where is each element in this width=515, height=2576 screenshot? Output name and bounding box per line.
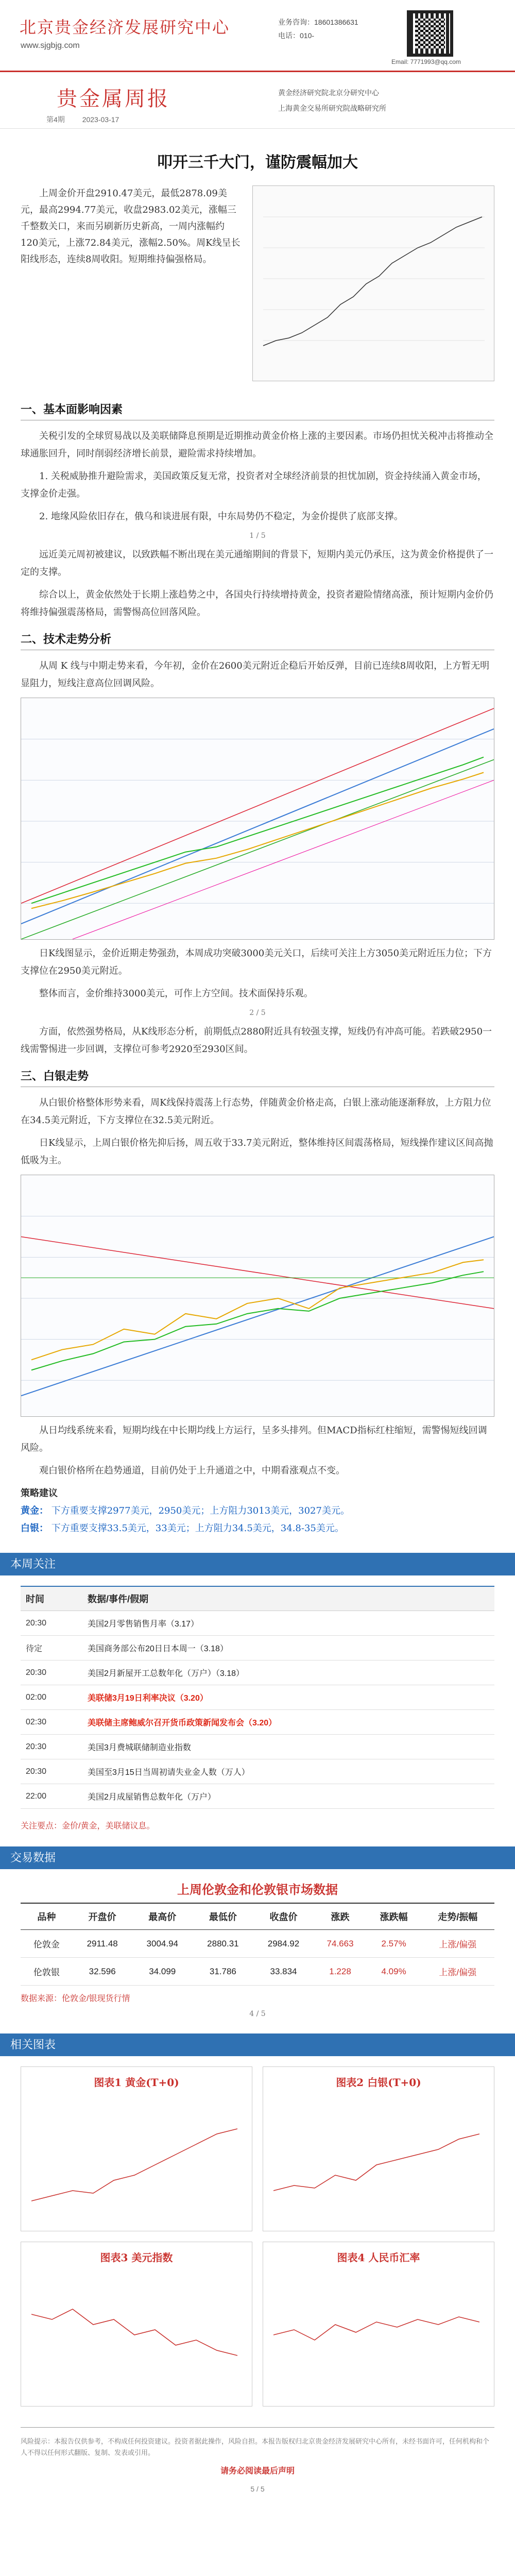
- intro-text: 上周金价开盘2910.47美元，最低2878.09美元，最高2994.77美元，收盘2983.02美元，涨幅三千整数关口，来而另刷新历史新高，一周内涨幅约120美元，上涨72.84美元，涨幅2.50%。周K线呈长阳线形态，连续8周收阳。短期维持偏强格局。: [21, 188, 241, 265]
- org-line: 上海黄金交易所研究院战略研究所: [278, 105, 386, 113]
- chart-card-title: 图表3 美元指数: [100, 2251, 173, 2264]
- report-title: 贵金属周报: [57, 87, 170, 111]
- strategy-silver-text: 下方重要支撑33.5美元，33美元；上方阻力34.5美元，34.8-35美元。: [51, 1523, 344, 1534]
- contact-line: 电话：010-: [278, 31, 315, 40]
- market-col: 涨跌: [314, 1903, 366, 1930]
- page-number: 5 / 5: [250, 2485, 265, 2493]
- chart-card-plot: [273, 2098, 479, 2222]
- market-col: 品种: [21, 1903, 73, 1930]
- paragraph: 日K线图显示，金价近期走势强劲，本周成功突破3000美元关口，后续可关注上方3050美元附近压力位；下方支撑位在2950美元附近。: [21, 948, 492, 976]
- intro-block: [21, 185, 494, 392]
- market-cell: 32.596: [73, 1958, 132, 1986]
- chart-card-plot: [31, 2273, 237, 2397]
- chart-card-title: 图表2 白银(T+0): [336, 2076, 421, 2089]
- event-name: 美国3月费城联储制造业指数: [82, 1735, 494, 1759]
- headline: 叩开三千大门，谨防震幅加大: [157, 154, 358, 172]
- chart-card: [263, 2066, 494, 2231]
- market-cell: 74.663: [314, 1930, 366, 1958]
- table-row: [21, 1759, 494, 1784]
- week-events-table: [21, 1586, 494, 1809]
- page-number: 4 / 5: [249, 2010, 266, 2018]
- charts-header: 相关图表: [0, 2033, 515, 2056]
- event-name: 美国商务部公布20日日本周一（3.18）: [82, 1636, 494, 1660]
- chart-card-line: [273, 2317, 479, 2340]
- event-time: 02:00: [21, 1685, 82, 1710]
- paragraph: 观白银价格所在趋势通道，目前仍处于上升通道之中，中期看涨观点不变。: [39, 1465, 345, 1476]
- event-time: 02:30: [21, 1710, 82, 1735]
- market-col: 开盘价: [73, 1903, 132, 1930]
- market-cell: 上涨/偏强: [421, 1958, 494, 1986]
- charts-grid: [21, 2066, 494, 2406]
- event-time: 20:30: [21, 1759, 82, 1784]
- paragraph: 从周 K 线与中期走势来看，今年初，金价在2600美元附近企稳后开始反弹，目前已连续8周收阳，上方暂无明显阻力，短线注意高位回调风险。: [21, 660, 490, 689]
- org-line: 黄金经济研究院北京分研究中心: [278, 89, 379, 97]
- chart-card-plot: [31, 2098, 237, 2222]
- chart-card: [263, 2242, 494, 2406]
- report-meta: [46, 114, 134, 125]
- strategy-gold: [21, 1502, 494, 1520]
- paragraph: 方面，依然强势格局，从K线形态分析，前期低点2880附近具有较强支撑，短线仍有冲高可能。若跌破2950一线需警惕进一步回调，支撑位可参考2920至2930区间。: [21, 1026, 492, 1055]
- market-cell: 2880.31: [193, 1930, 253, 1958]
- table-row: [21, 1660, 494, 1685]
- footer: [21, 2427, 494, 2495]
- table-row: [21, 1784, 494, 1809]
- event-name: 美联储3月19日利率决议（3.20）: [82, 1685, 494, 1710]
- market-col: 走势/振幅: [421, 1903, 494, 1930]
- market-title: 上周伦敦金和伦敦银市场数据: [177, 1882, 338, 1897]
- table-row: [21, 1735, 494, 1759]
- market-header: 交易数据: [0, 1846, 515, 1869]
- paragraph: 关税引发的全球贸易战以及美联储降息预期是近期推动黄金价格上涨的主要因素。市场仍担忧关税冲击将推动全球通胀回升，同时削弱经济增长前景，避险需求持续增加。: [21, 431, 493, 459]
- event-name: 美国2月成屋销售总数年化（万户）: [82, 1784, 494, 1809]
- brand-name: 北京贵金经济发展研究中心: [20, 18, 230, 37]
- contact-email[interactable]: Email: 7771993@qq.com: [391, 58, 461, 65]
- disclaimer: 风险提示：本报告仅供参考，不构成任何投资建议。投资者据此操作，风险自担。本报告版权归北京贵金经济发展研究中心所有，未经书面许可，任何机构和个人不得以任何形式翻版、复制、发表或引用。: [21, 2437, 490, 2456]
- event-time: 20:30: [21, 1611, 82, 1636]
- market-cell: 伦敦金: [21, 1930, 73, 1958]
- col-time: 时间: [21, 1586, 82, 1611]
- table-row: [21, 1958, 494, 1986]
- section-title: 二、技术走势分析: [21, 631, 494, 650]
- chart-card-title: 图表1 黄金(T+0): [94, 2076, 179, 2089]
- market-col: 涨跌幅: [367, 1903, 421, 1930]
- event-time: 22:00: [21, 1784, 82, 1809]
- section-title: 一、基本面影响因素: [21, 401, 494, 420]
- chart-card-line: [273, 2134, 479, 2191]
- market-note: 数据来源：伦敦金/银现货行情: [21, 1994, 130, 2003]
- contact-info: [278, 15, 358, 42]
- week-events-header: 本周关注: [0, 1553, 515, 1575]
- event-name: 美国至3月15日当周初请失业金人数（万人）: [82, 1759, 494, 1784]
- table-row: [21, 1685, 494, 1710]
- paragraph: 2. 地缘风险依旧存在，俄乌和谈进展有限，中东局势仍不稳定，为金价提供了底部支撑。: [39, 511, 403, 522]
- market-cell: 1.228: [314, 1958, 366, 1986]
- paragraph: 从日均线系统来看，短期均线在中长期均线上方运行，呈多头排列。但MACD指标红柱缩短，需警惕短线回调风险。: [21, 1425, 487, 1453]
- report-issue: 第4期: [46, 115, 65, 124]
- col-event: 数据/事件/假期: [82, 1586, 494, 1611]
- chart-card-line: [31, 2309, 237, 2355]
- market-col: 最高价: [132, 1903, 193, 1930]
- paragraph: 远近美元周初被建议，以致跌幅不断出现在美元通缩期间的背景下，短期内美元仍承压，这为黄金价格提供了一定的支撑。: [21, 549, 493, 578]
- market-cell: 4.09%: [367, 1958, 421, 1986]
- strategy-block: [21, 1485, 494, 1537]
- table-row: [21, 1930, 494, 1958]
- table-row: [21, 1710, 494, 1735]
- market-cell: 上涨/偏强: [421, 1930, 494, 1958]
- event-name: 美国2月新屋开工总数年化（万户）（3.18）: [82, 1660, 494, 1685]
- page-number: 2 / 5: [249, 1009, 266, 1017]
- market-col: 最低价: [193, 1903, 253, 1930]
- chart-card-plot: [273, 2273, 479, 2397]
- gold-weekly-chart: [21, 698, 494, 940]
- contact-line: 业务咨询：18601386631: [278, 18, 358, 26]
- table-row: [21, 1636, 494, 1660]
- paragraph: 1. 关税威胁推升避险需求，美国政策反复无常，投资者对全球经济前景的担忧加剧，资金持续涌入黄金市场，支撑金价走强。: [21, 471, 487, 499]
- event-time: 待定: [21, 1636, 82, 1660]
- market-cell: 2911.48: [73, 1930, 132, 1958]
- strategy-silver: [21, 1520, 494, 1537]
- report-date: 2023-03-17: [82, 115, 119, 124]
- section-title: 三、白银走势: [21, 1067, 494, 1087]
- report-orgs: [278, 86, 386, 116]
- market-cell: 34.099: [132, 1958, 193, 1986]
- market-cell: 2.57%: [367, 1930, 421, 1958]
- paragraph: 整体而言，金价维持3000美元，可作上方空间。技术面保持乐观。: [39, 988, 313, 999]
- event-name: 美国2月零售销售月率（3.17）: [82, 1611, 494, 1636]
- intro-price-chart: [252, 185, 494, 381]
- silver-chart: [21, 1175, 494, 1417]
- event-time: 20:30: [21, 1735, 82, 1759]
- market-cell: 2984.92: [253, 1930, 314, 1958]
- table-row: [21, 1611, 494, 1636]
- event-time: 20:30: [21, 1660, 82, 1685]
- paragraph: 综合以上，黄金依然处于长期上涨趋势之中，各国央行持续增持黄金，投资者避险情绪高涨，预计短期内金价仍将维持偏强震荡格局，需警惕高位回落风险。: [21, 589, 493, 618]
- strategy-title: 策略建议: [21, 1488, 58, 1499]
- event-name: 美联储主席鲍威尔召开货币政策新闻发布会（3.20）: [82, 1710, 494, 1735]
- chart-card-title: 图表4 人民币汇率: [337, 2251, 420, 2264]
- week-note: 关注要点：金价/黄金，美联储议息。: [21, 1822, 155, 1831]
- strategy-gold-text: 下方重要支撑2977美元，2950美元；上方阻力3013美元，3027美元。: [51, 1505, 350, 1516]
- strategy-silver-label: 白银：: [21, 1523, 48, 1534]
- market-cell: 33.834: [253, 1958, 314, 1986]
- market-col: 收盘价: [253, 1903, 314, 1930]
- chart-card: [21, 2242, 252, 2406]
- report-header: [0, 0, 515, 72]
- page-number: 1 / 5: [249, 532, 266, 540]
- market-table: [21, 1903, 494, 1986]
- market-cell: 3004.94: [132, 1930, 193, 1958]
- paragraph: 从白银价格整体形势来看，周K线保持震荡上行态势，伴随黄金价格走高，白银上涨动能逐渐释放，上方阻力位在34.5美元附近，下方支撑位在32.5美元附近。: [21, 1097, 491, 1126]
- paragraph: 日K线显示，上周白银价格先抑后扬，周五收于33.7美元附近，整体维持区间震荡格局，短线操作建议区间高抛低吸为主。: [21, 1138, 493, 1166]
- chart-card-line: [31, 2129, 237, 2201]
- chart-card: [21, 2066, 252, 2231]
- qr-code-icon: [407, 10, 453, 57]
- strategy-gold-label: 黄金：: [21, 1505, 48, 1516]
- market-cell: 31.786: [193, 1958, 253, 1986]
- brand-url[interactable]: www.sjgbjg.com: [21, 41, 80, 50]
- footer-sign: 请务必阅读最后声明: [220, 2467, 295, 2476]
- report-subheader: [0, 72, 515, 129]
- market-cell: 伦敦银: [21, 1958, 73, 1986]
